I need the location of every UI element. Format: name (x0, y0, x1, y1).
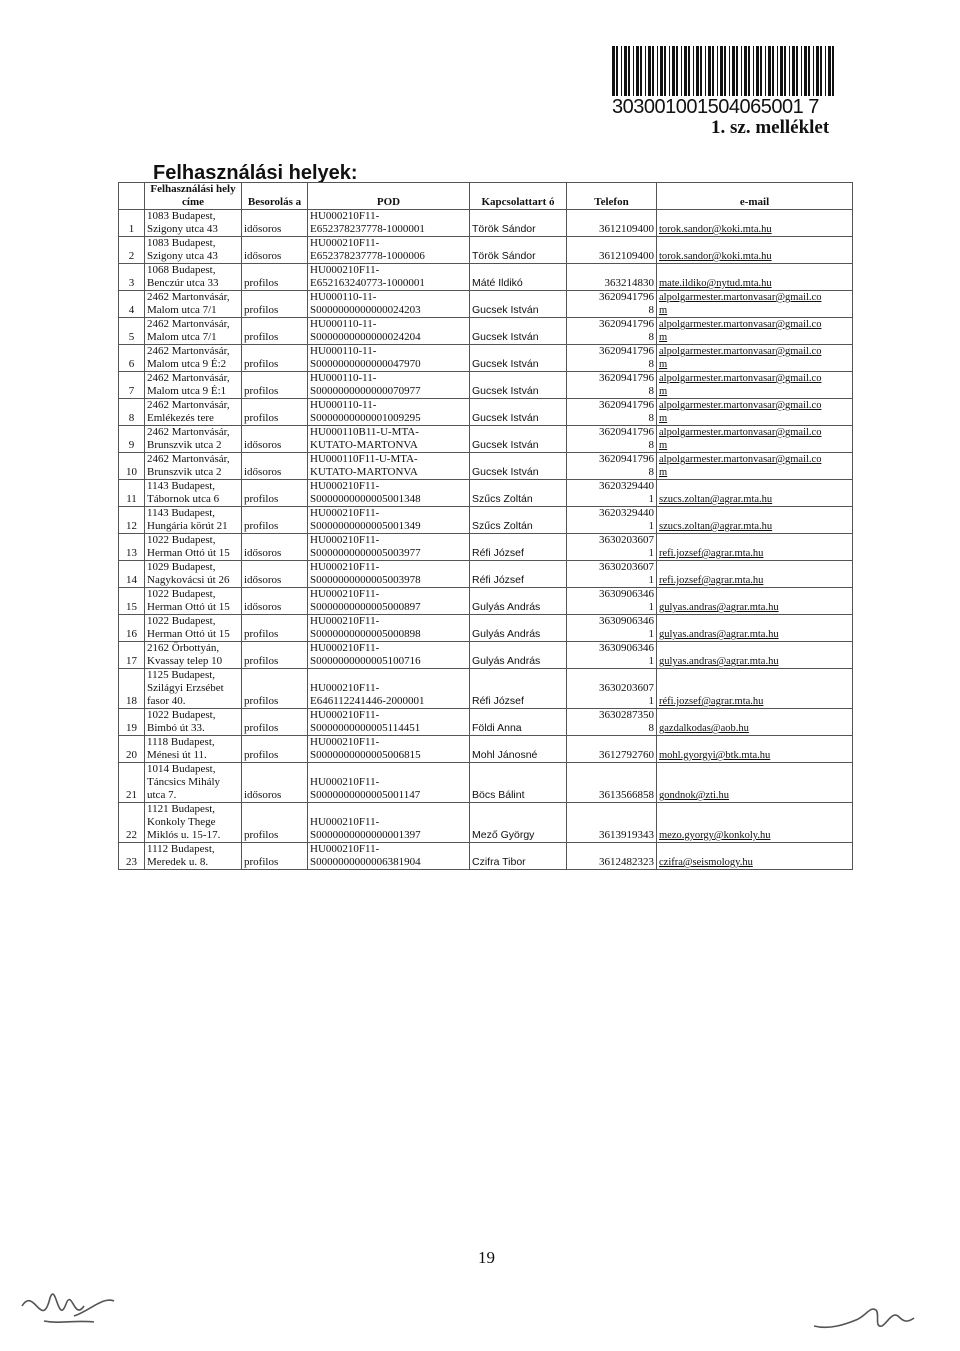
pod-cell: HU000110-11- S0000000000000047970 (308, 345, 470, 372)
row-number: 11 (119, 480, 145, 507)
pod-cell: HU000110-11- S0000000000000024204 (308, 318, 470, 345)
row-number: 23 (119, 843, 145, 870)
row-number: 5 (119, 318, 145, 345)
signature-right (810, 1296, 920, 1340)
contact-cell: Török Sándor (470, 237, 567, 264)
table-row (119, 318, 853, 345)
address-cell: 1022 Budapest, Herman Ottó út 15 (145, 588, 242, 615)
table-row (119, 561, 853, 588)
col-header-pod: POD (308, 183, 470, 210)
col-header-classification: Besorolás a (242, 183, 308, 210)
contact-cell: Réfi József (470, 561, 567, 588)
phone-cell: 3612482323 (567, 843, 657, 870)
address-cell: 1083 Budapest, Szigony utca 43 (145, 237, 242, 264)
pod-cell: HU000210F11- S0000000000005000898 (308, 615, 470, 642)
pod-cell: HU000110B11-U-MTA- KUTATO-MARTONVA (308, 426, 470, 453)
annex-label: 1. sz. melléklet (711, 117, 830, 138)
phone-cell: 3620941796 8 (567, 372, 657, 399)
table-row (119, 399, 853, 426)
table-row (119, 763, 853, 803)
phone-cell: 3620941796 8 (567, 426, 657, 453)
classification-cell: profilos (242, 843, 308, 870)
table-row (119, 669, 853, 709)
classification-cell: idősoros (242, 588, 308, 615)
table-row (119, 426, 853, 453)
table-row (119, 709, 853, 736)
email-cell: alpolgarmester.martonvasar@gmail.co m (657, 399, 853, 426)
table-header-row (119, 183, 853, 210)
col-header-address: Felhasználási hely címe (145, 183, 242, 210)
table-row (119, 372, 853, 399)
pod-cell: HU000210F11- S0000000000005001349 (308, 507, 470, 534)
email-cell: gazdalkodas@aob.hu (657, 709, 853, 736)
address-cell: 1022 Budapest, Herman Ottó út 15 (145, 615, 242, 642)
address-cell: 1029 Budapest, Nagykovácsi út 26 (145, 561, 242, 588)
address-cell: 1022 Budapest, Bimbó út 33. (145, 709, 242, 736)
phone-cell: 363214830 (567, 264, 657, 291)
pod-cell: HU000210F11- S0000000000005006815 (308, 736, 470, 763)
classification-cell: idősoros (242, 561, 308, 588)
table-row (119, 642, 853, 669)
contact-cell: Földi Anna (470, 709, 567, 736)
phone-cell: 3620941796 8 (567, 318, 657, 345)
row-number: 15 (119, 588, 145, 615)
address-cell: 1068 Budapest, Benczúr utca 33 (145, 264, 242, 291)
contact-cell: Gulyás András (470, 588, 567, 615)
classification-cell: profilos (242, 507, 308, 534)
phone-cell: 3630203607 1 (567, 534, 657, 561)
address-cell: 1112 Budapest, Meredek u. 8. (145, 843, 242, 870)
address-cell: 1125 Budapest, Szilágyi Erzsébet fasor 40. (145, 669, 242, 709)
row-number: 21 (119, 763, 145, 803)
email-cell: alpolgarmester.martonvasar@gmail.co m (657, 345, 853, 372)
pod-cell: HU000110-11- S0000000000000024203 (308, 291, 470, 318)
phone-cell: 3630203607 1 (567, 669, 657, 709)
pod-cell: HU000210F11- E652378237778-1000001 (308, 210, 470, 237)
pod-cell: HU000110-11- S0000000000001009295 (308, 399, 470, 426)
email-cell: torok.sandor@koki.mta.hu (657, 237, 853, 264)
pod-cell: HU000210F11- S0000000000005001348 (308, 480, 470, 507)
phone-cell: 3620329440 1 (567, 480, 657, 507)
table-row (119, 345, 853, 372)
classification-cell: idősoros (242, 534, 308, 561)
row-number: 12 (119, 507, 145, 534)
email-cell: gulyas.andras@agrar.mta.hu (657, 615, 853, 642)
address-cell: 1143 Budapest, Hungária körút 21 (145, 507, 242, 534)
classification-cell: idősoros (242, 763, 308, 803)
email-cell: mohl.gyorgyi@btk.mta.hu (657, 736, 853, 763)
email-cell: alpolgarmester.martonvasar@gmail.co m (657, 318, 853, 345)
contact-cell: Gucsek István (470, 372, 567, 399)
pod-cell: HU000210F11- S0000000000005001147 (308, 763, 470, 803)
address-cell: 1014 Budapest, Táncsics Mihály utca 7. (145, 763, 242, 803)
contact-cell: Gucsek István (470, 345, 567, 372)
classification-cell: idősoros (242, 237, 308, 264)
contact-cell: Mező György (470, 803, 567, 843)
row-number: 19 (119, 709, 145, 736)
table-row (119, 507, 853, 534)
col-header-email: e-mail (657, 183, 853, 210)
row-number: 9 (119, 426, 145, 453)
contact-cell: Gucsek István (470, 318, 567, 345)
col-header-index (119, 183, 145, 210)
page-number: 19 (478, 1248, 495, 1267)
table-row (119, 264, 853, 291)
address-cell: 2462 Martonvásár, Malom utca 9 É:2 (145, 345, 242, 372)
classification-cell: idősoros (242, 210, 308, 237)
classification-cell: profilos (242, 264, 308, 291)
classification-cell: profilos (242, 399, 308, 426)
row-number: 4 (119, 291, 145, 318)
phone-cell: 3630906346 1 (567, 615, 657, 642)
phone-cell: 3620941796 8 (567, 399, 657, 426)
phone-cell: 3620941796 8 (567, 291, 657, 318)
classification-cell: profilos (242, 736, 308, 763)
email-cell: czifra@seismology.hu (657, 843, 853, 870)
classification-cell: profilos (242, 615, 308, 642)
email-cell: mate.ildiko@nytud.mta.hu (657, 264, 853, 291)
email-cell: réfi.jozsef@agrar.mta.hu (657, 669, 853, 709)
row-number: 6 (119, 345, 145, 372)
table-row (119, 480, 853, 507)
col-header-phone: Telefon (567, 183, 657, 210)
address-cell: 1022 Budapest, Herman Ottó út 15 (145, 534, 242, 561)
email-cell: refi.jozsef@agrar.mta.hu (657, 534, 853, 561)
row-number: 13 (119, 534, 145, 561)
address-cell: 2462 Martonvásár, Malom utca 9 É:1 (145, 372, 242, 399)
classification-cell: idősoros (242, 426, 308, 453)
classification-cell: profilos (242, 803, 308, 843)
email-cell: alpolgarmester.martonvasar@gmail.co m (657, 426, 853, 453)
contact-cell: Réfi József (470, 534, 567, 561)
address-cell: 1118 Budapest, Ménesi út 11. (145, 736, 242, 763)
table-row (119, 210, 853, 237)
classification-cell: profilos (242, 345, 308, 372)
pod-cell: HU000210F11- E646112241446-2000001 (308, 669, 470, 709)
row-number: 17 (119, 642, 145, 669)
address-cell: 1143 Budapest, Tábornok utca 6 (145, 480, 242, 507)
sites-table (118, 182, 853, 870)
pod-cell: HU000210F11- S0000000000005100716 (308, 642, 470, 669)
pod-cell: HU000210F11- E652378237778-1000006 (308, 237, 470, 264)
table-row (119, 453, 853, 480)
address-cell: 2462 Martonvásár, Malom utca 7/1 (145, 291, 242, 318)
table-row (119, 803, 853, 843)
table-row (119, 237, 853, 264)
classification-cell: profilos (242, 709, 308, 736)
email-cell: torok.sandor@koki.mta.hu (657, 210, 853, 237)
phone-cell: 3630203607 1 (567, 561, 657, 588)
phone-cell: 3630906346 1 (567, 588, 657, 615)
contact-cell: Mohl Jánosné (470, 736, 567, 763)
contact-cell: Máté Ildikó (470, 264, 567, 291)
row-number: 14 (119, 561, 145, 588)
barcode (612, 46, 835, 96)
contact-cell: Gucsek István (470, 453, 567, 480)
pod-cell: HU000110F11-U-MTA- KUTATO-MARTONVA (308, 453, 470, 480)
row-number: 1 (119, 210, 145, 237)
contact-cell: Szűcs Zoltán (470, 480, 567, 507)
contact-cell: Gucsek István (470, 426, 567, 453)
classification-cell: profilos (242, 291, 308, 318)
row-number: 3 (119, 264, 145, 291)
address-cell: 1083 Budapest, Szigony utca 43 (145, 210, 242, 237)
contact-cell: Czifra Tibor (470, 843, 567, 870)
phone-cell: 3613919343 (567, 803, 657, 843)
row-number: 16 (119, 615, 145, 642)
phone-cell: 3620941796 8 (567, 345, 657, 372)
signature-left (14, 1276, 124, 1336)
email-cell: mezo.gyorgy@konkoly.hu (657, 803, 853, 843)
address-cell: 2462 Martonvásár, Emlékezés tere (145, 399, 242, 426)
row-number: 7 (119, 372, 145, 399)
phone-cell: 3620941796 8 (567, 453, 657, 480)
phone-cell: 3613566858 (567, 763, 657, 803)
email-cell: alpolgarmester.martonvasar@gmail.co m (657, 291, 853, 318)
contact-cell: Gucsek István (470, 291, 567, 318)
phone-cell: 3620329440 1 (567, 507, 657, 534)
address-cell: 1121 Budapest, Konkoly Thege Miklós u. 15-17. (145, 803, 242, 843)
email-cell: gulyas.andras@agrar.mta.hu (657, 642, 853, 669)
contact-cell: Szűcs Zoltán (470, 507, 567, 534)
row-number: 20 (119, 736, 145, 763)
email-cell: alpolgarmester.martonvasar@gmail.co m (657, 453, 853, 480)
address-cell: 2162 Őrbottyán, Kvassay telep 10 (145, 642, 242, 669)
email-cell: gulyas.andras@agrar.mta.hu (657, 588, 853, 615)
email-cell: szucs.zoltan@agrar.mta.hu (657, 480, 853, 507)
pod-cell: HU000210F11- S0000000000005114451 (308, 709, 470, 736)
classification-cell: profilos (242, 480, 308, 507)
email-cell: refi.jozsef@agrar.mta.hu (657, 561, 853, 588)
pod-cell: HU000210F11- S0000000000005003977 (308, 534, 470, 561)
contact-cell: Gulyás András (470, 615, 567, 642)
pod-cell: HU000210F11- S0000000000005003978 (308, 561, 470, 588)
classification-cell: profilos (242, 642, 308, 669)
table-row (119, 291, 853, 318)
pod-cell: HU000210F11- S0000000000000001397 (308, 803, 470, 843)
table-row (119, 736, 853, 763)
row-number: 18 (119, 669, 145, 709)
col-header-contact: Kapcsolattart ó (470, 183, 567, 210)
table-row (119, 843, 853, 870)
contact-cell: Török Sándor (470, 210, 567, 237)
table-row (119, 534, 853, 561)
classification-cell: profilos (242, 318, 308, 345)
pod-cell: HU000210F11- S0000000000006381904 (308, 843, 470, 870)
row-number: 2 (119, 237, 145, 264)
address-cell: 2462 Martonvásár, Malom utca 7/1 (145, 318, 242, 345)
phone-cell: 3612109400 (567, 237, 657, 264)
row-number: 8 (119, 399, 145, 426)
classification-cell: idősoros (242, 453, 308, 480)
table-row (119, 615, 853, 642)
contact-cell: Réfi József (470, 669, 567, 709)
address-cell: 2462 Martonvásár, Brunszvik utca 2 (145, 453, 242, 480)
pod-cell: HU000110-11- S0000000000000070977 (308, 372, 470, 399)
phone-cell: 3612109400 (567, 210, 657, 237)
contact-cell: Gucsek István (470, 399, 567, 426)
page-title: Felhasználási helyek: (153, 162, 358, 184)
row-number: 10 (119, 453, 145, 480)
phone-cell: 3612792760 (567, 736, 657, 763)
address-cell: 2462 Martonvásár, Brunszvik utca 2 (145, 426, 242, 453)
pod-cell: HU000210F11- S0000000000005000897 (308, 588, 470, 615)
table-row (119, 588, 853, 615)
contact-cell: Gulyás András (470, 642, 567, 669)
pod-cell: HU000210F11- E652163240773-1000001 (308, 264, 470, 291)
email-cell: szucs.zoltan@agrar.mta.hu (657, 507, 853, 534)
classification-cell: profilos (242, 372, 308, 399)
row-number: 22 (119, 803, 145, 843)
barcode-number: 303001001504065001 7 (612, 96, 819, 118)
classification-cell: profilos (242, 669, 308, 709)
phone-cell: 3630906346 1 (567, 642, 657, 669)
phone-cell: 3630287350 8 (567, 709, 657, 736)
email-cell: alpolgarmester.martonvasar@gmail.co m (657, 372, 853, 399)
email-cell: gondnok@zti.hu (657, 763, 853, 803)
contact-cell: Böcs Bálint (470, 763, 567, 803)
